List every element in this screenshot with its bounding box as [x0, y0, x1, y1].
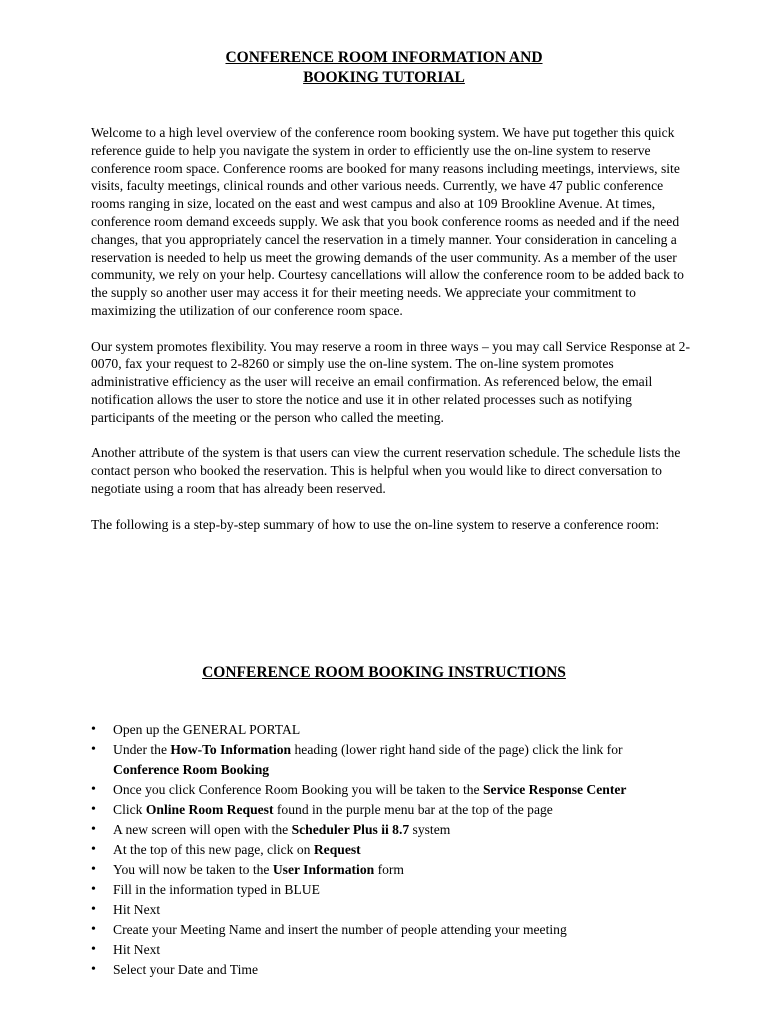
- bold-term: Online Room Request: [145, 802, 274, 817]
- bold-term: Service Response Center: [482, 782, 627, 797]
- bold-term: Scheduler Plus ii 8.7: [291, 822, 410, 837]
- title-line-1: CONFERENCE ROOM INFORMATION AND: [225, 49, 543, 66]
- list-item: • You will now be taken to the User Information form: [91, 860, 691, 880]
- list-item: • Create your Meeting Name and insert the number of people attending your meeting: [91, 920, 691, 940]
- paragraph-summary-intro: The following is a step-by-step summary of how to use the on-line system to reserve a conference room:: [91, 516, 660, 532]
- bold-term: Request: [313, 842, 361, 857]
- document-title: [0, 48, 768, 88]
- list-item: • A new screen will open with the Scheduler Plus ii 8.7 system: [91, 820, 691, 840]
- list-item: • Open up the GENERAL PORTAL: [91, 720, 691, 740]
- instructions-heading: CONFERENCE ROOM BOOKING INSTRUCTIONS: [202, 664, 566, 681]
- bold-term: User Information: [272, 862, 375, 877]
- bold-term: How-To Information: [170, 742, 292, 757]
- title-line-2: BOOKING TUTORIAL: [303, 69, 465, 86]
- paragraph-flexibility: Our system promotes flexibility. You may reserve a room in three ways – you may call Service Response at 2-0070, fax your request to 2-8260 or simply use the on-line system. The on-line system promotes administrative efficiency as the user will receive an email confirmation. As referenced below, the email notification allows the user to store the notice and use it in other related processes such as notifying participants of the meeting or the person who called the meeting.: [91, 338, 690, 425]
- list-item: • Once you click Conference Room Booking you will be taken to the Service Response Center: [91, 780, 691, 800]
- instruction-list: [91, 720, 691, 980]
- bold-term: Conference Room Booking: [113, 762, 270, 777]
- intro-body: [91, 124, 691, 551]
- list-item: • Click Online Room Request found in the purple menu bar at the top of the page: [91, 800, 691, 820]
- list-item: • Hit Next: [91, 940, 691, 960]
- list-item: • At the top of this new page, click on Request: [91, 840, 691, 860]
- list-item: • Hit Next: [91, 900, 691, 920]
- list-item: • Select your Date and Time: [91, 960, 691, 980]
- paragraph-welcome: Welcome to a high level overview of the conference room booking system. We have put together this quick reference guide to help you navigate the system in order to efficiently use the on-line system to reserve conference room space. Conference rooms are booked for many reasons including meetings, interviews, site visits, faculty meetings, clinical rounds and other various needs. Currently, we have 47 public conference rooms ranging in size, located on the east and west campus and also at 109 Brookline Avenue. At times, conference room demand exceeds supply. We ask that you book conference rooms as needed and if the need changes, that you appropriately cancel the reservation in a timely manner. Your consideration in canceling a reservation is needed to help us meet the growing demands of the user community. As a member of the user community, we rely on your help. Courtesy cancellations will allow the conference room to be added back to the supply so another user may access it for their meeting needs. We appreciate your commitment to maximizing the utilization of our conference room space.: [91, 125, 684, 318]
- list-item: • Under the How-To Information heading (lower right hand side of the page) click the link for Conference Room Booking: [91, 740, 691, 780]
- list-item: • Fill in the information typed in BLUE: [91, 880, 691, 900]
- paragraph-schedule: Another attribute of the system is that users can view the current reservation schedule. The schedule lists the contact person who booked the reservation. This is helpful when you would like to direct conversation to negotiate using a room that has already been reserved.: [91, 445, 681, 496]
